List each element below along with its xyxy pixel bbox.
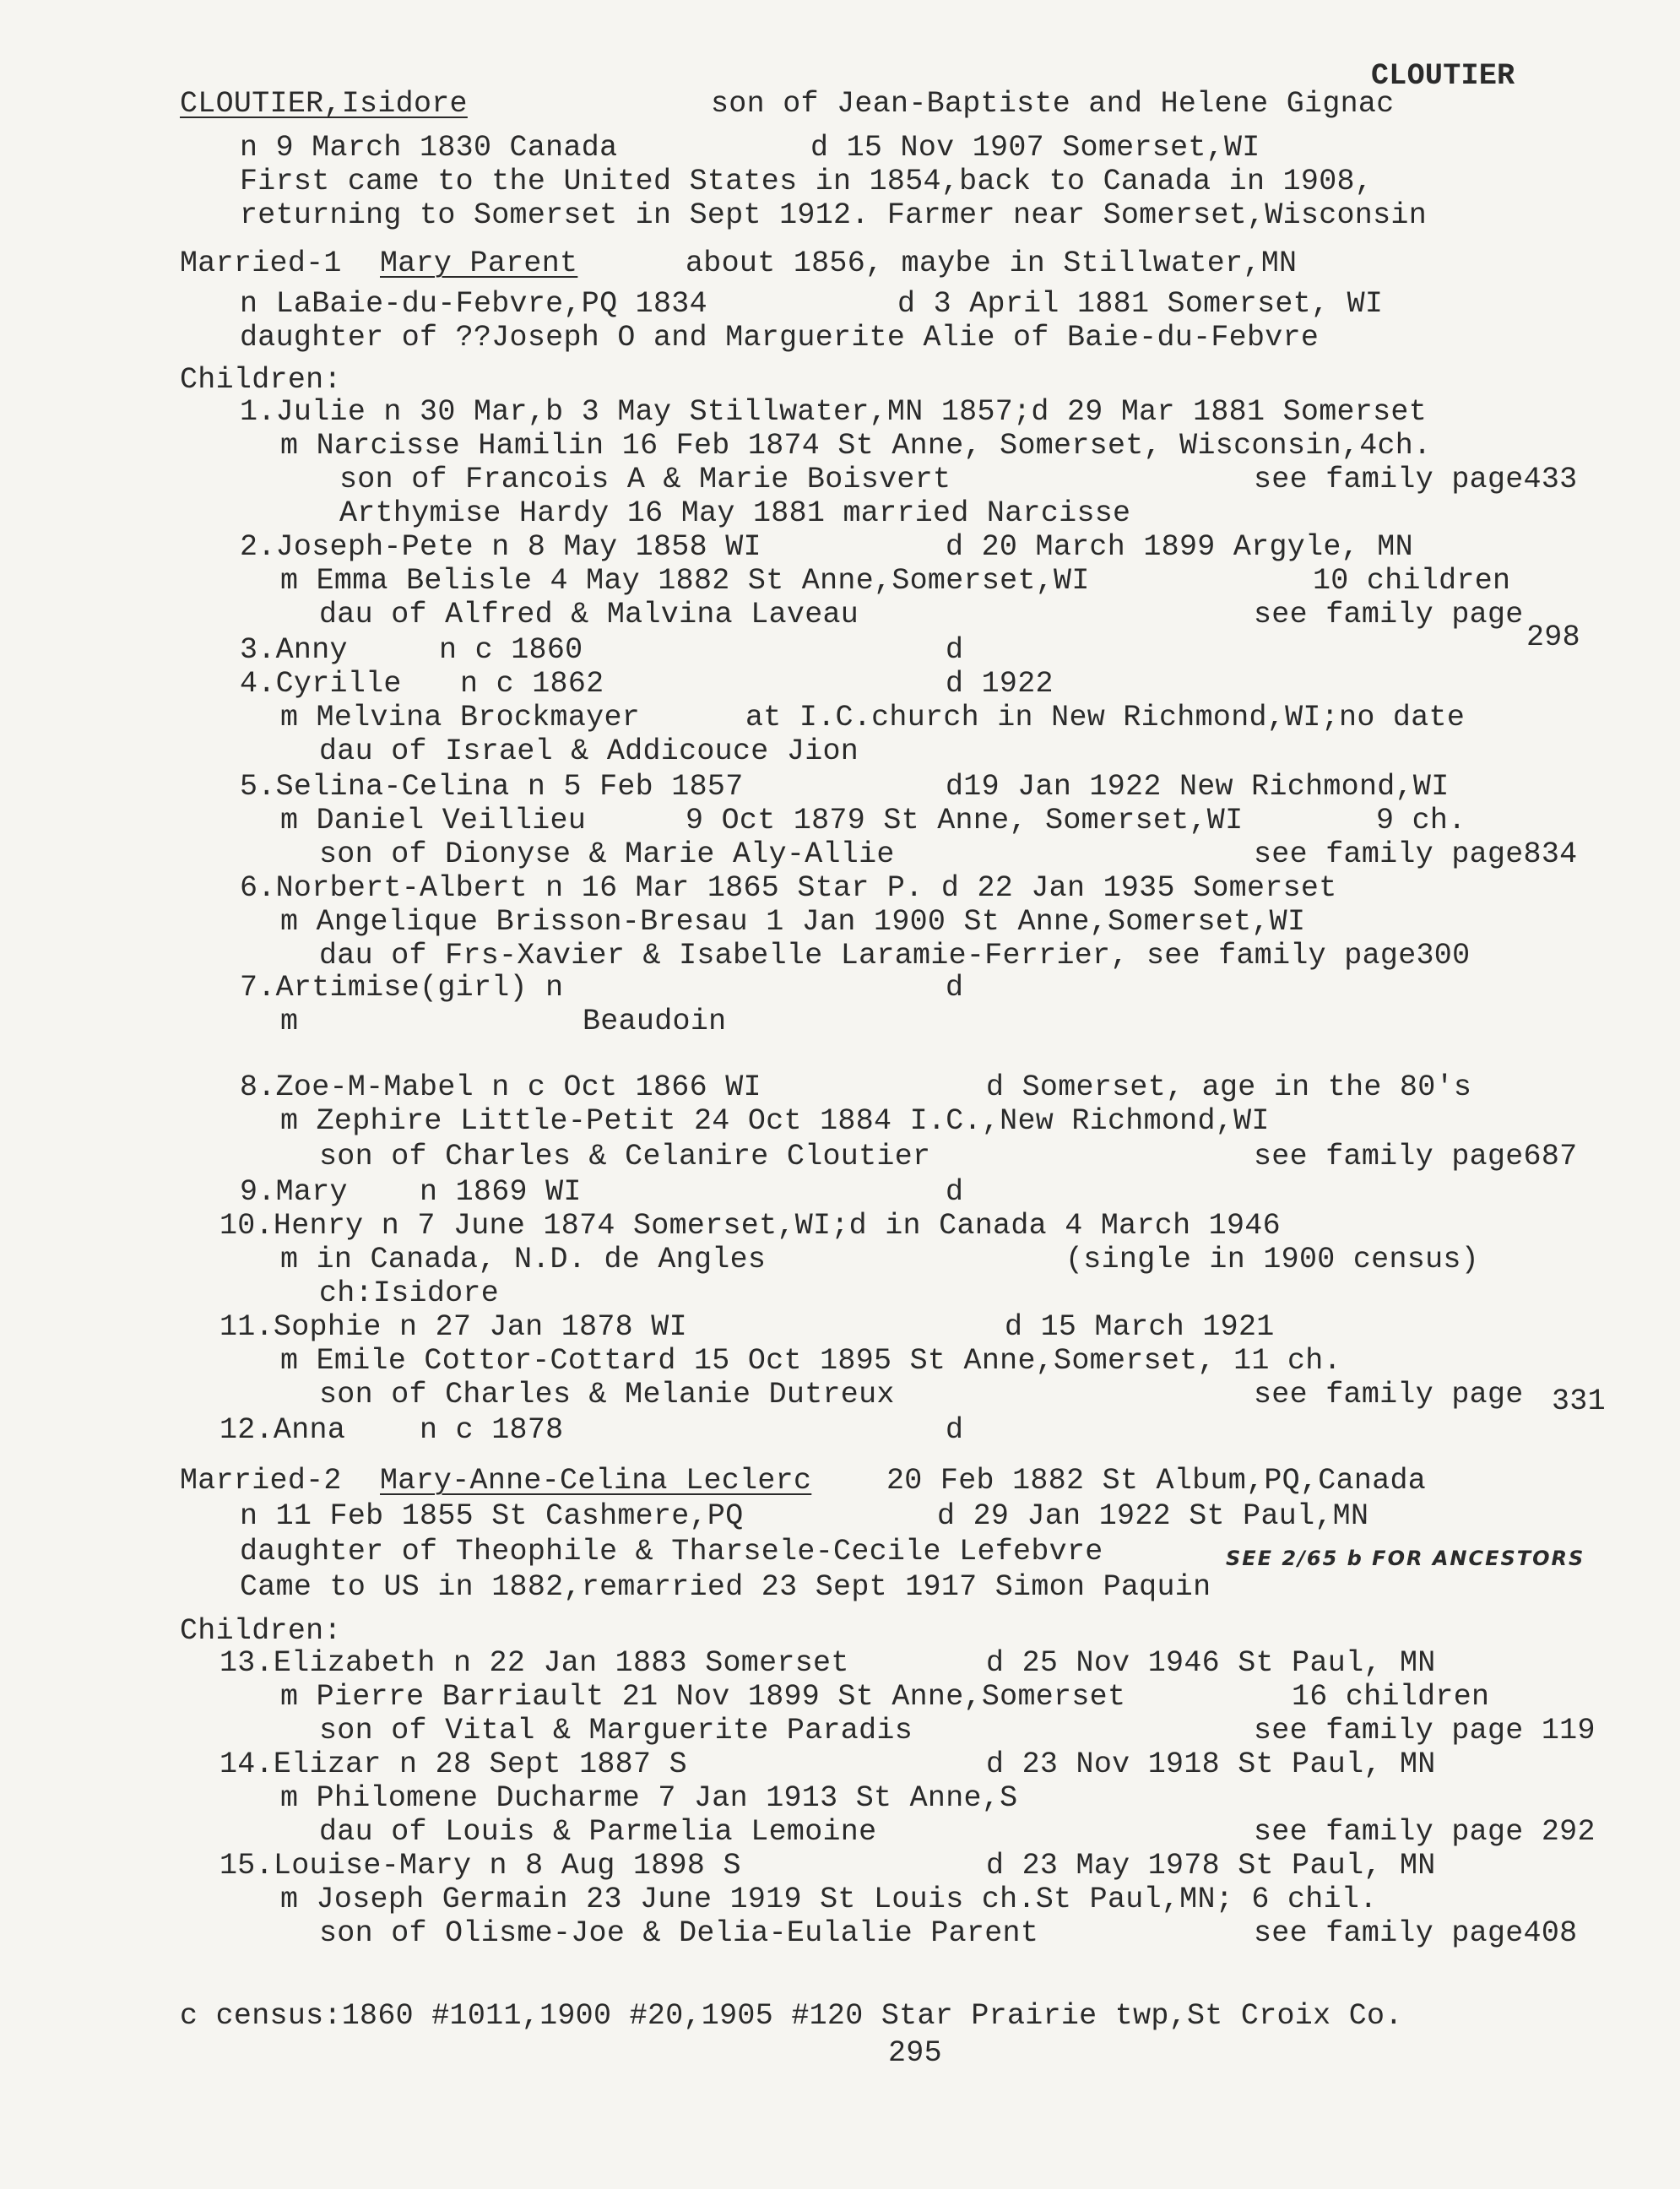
child-entry: Beaudoin (583, 1005, 727, 1038)
child-entry: ch:Isidore (319, 1276, 500, 1310)
child-entry: m Melvina Brockmayer (280, 701, 641, 734)
child-entry: d 25 Nov 1946 St Paul, MN (986, 1646, 1436, 1680)
child-entry: 9 Oct 1879 St Anne, Somerset,WI (686, 804, 1244, 837)
child-entry: 9.Mary (240, 1175, 348, 1209)
child-entry: m Emile Cottor-Cottard 15 Oct 1895 St Anne,Somerset, 11 ch. (280, 1344, 1341, 1378)
family-page-ref: see family page408 (1254, 1916, 1578, 1950)
child-entry: (single in 1900 census) (1065, 1243, 1479, 1276)
spouse-death: d 3 April 1881 Somerset, WI (897, 287, 1384, 321)
marriage-label: Married-2 (180, 1464, 342, 1498)
family-page-ref: see family page 119 (1254, 1714, 1596, 1747)
spouse-birth: n LaBaie-du-Febvre,PQ 1834 (240, 287, 707, 321)
family-page-ref: see family page433 (1254, 463, 1578, 496)
subject-note: First came to the United States in 1854,back to Canada in 1908, (240, 165, 1374, 198)
spouse-parents: daughter of ??Joseph O and Marguerite Alie of Baie-du-Febvre (240, 321, 1320, 355)
children-label: Children: (180, 1614, 342, 1648)
child-entry: m Daniel Veillieu (280, 804, 587, 837)
child-entry: 8.Zoe-M-Mabel n c Oct 1866 WI (240, 1070, 761, 1104)
subject-death: d 15 Nov 1907 Somerset,WI (810, 131, 1260, 165)
child-entry: 12.Anna (219, 1413, 346, 1447)
handwritten-note: SEE 2/65 b FOR ANCESTORS (1226, 1547, 1585, 1570)
subject-parents: son of Jean-Baptiste and Helene Gignac (711, 87, 1395, 121)
child-entry: d 23 Nov 1918 St Paul, MN (986, 1747, 1436, 1781)
child-entry: 3.Anny (240, 633, 348, 667)
child-entry: m Emma Belisle 4 May 1882 St Anne,Somerset,WI (280, 564, 1090, 598)
child-entry: 10 children (1313, 564, 1511, 598)
child-entry: d 15 March 1921 (1005, 1310, 1275, 1344)
child-entry: m (280, 1005, 299, 1038)
child-entry: son of Vital & Marguerite Paradis (319, 1714, 913, 1747)
subject-birth: n 9 March 1830 Canada (240, 131, 618, 165)
child-entry: m Zephire Little-Petit 24 Oct 1884 I.C.,New Richmond,WI (280, 1104, 1270, 1138)
child-entry: son of Dionyse & Marie Aly-Allie (319, 837, 895, 871)
census-footer: c census:1860 #1011,1900 #20,1905 #120 Star Prairie twp,St Croix Co. (180, 1999, 1403, 2033)
child-entry: son of Olisme-Joe & Delia-Eulalie Parent (319, 1916, 1039, 1950)
family-page-ref: 331 (1552, 1384, 1606, 1418)
child-entry: d (946, 633, 964, 667)
child-entry: Arthymise Hardy 16 May 1881 married Narcisse (339, 496, 1131, 530)
marriage-label: Married-1 (180, 247, 342, 280)
child-entry: n 1869 WI (420, 1175, 582, 1209)
child-entry: n c 1878 (420, 1413, 564, 1447)
marriage-detail: about 1856, maybe in Stillwater,MN (686, 247, 1298, 280)
child-entry: m Philomene Ducharme 7 Jan 1913 St Anne,S (280, 1781, 1018, 1815)
surname-header: CLOUTIER (1371, 59, 1515, 93)
child-entry: m Narcisse Hamilin 16 Feb 1874 St Anne, Somerset, Wisconsin,4ch. (280, 429, 1432, 463)
spouse-note: Came to US in 1882,remarried 23 Sept 1917 Simon Paquin (240, 1570, 1211, 1604)
spouse-name: Mary Parent (380, 247, 578, 280)
child-entry: 7.Artimise(girl) n (240, 971, 564, 1005)
child-entry: n c 1862 (460, 667, 604, 701)
child-entry: m Joseph Germain 23 June 1919 St Louis ch.St Paul,MN; 6 chil. (280, 1883, 1378, 1916)
family-page-ref: see family page (1254, 598, 1524, 631)
child-entry: son of Francois A & Marie Boisvert (339, 463, 951, 496)
spouse-death: d 29 Jan 1922 St Paul,MN (937, 1499, 1369, 1533)
child-entry: dau of Frs-Xavier & Isabelle Laramie-Ferrier, see family page300 (319, 939, 1471, 973)
child-entry: at I.C.church in New Richmond,WI;no date (745, 701, 1466, 734)
child-entry: d (946, 1413, 964, 1447)
child-entry: d (946, 971, 964, 1005)
child-entry: m Angelique Brisson-Bresau 1 Jan 1900 St Anne,Somerset,WI (280, 905, 1306, 939)
child-entry: dau of Alfred & Malvina Laveau (319, 598, 859, 631)
child-entry: 4.Cyrille (240, 667, 402, 701)
subject-note: returning to Somerset in Sept 1912. Farmer near Somerset,Wisconsin (240, 198, 1428, 232)
child-entry: n c 1860 (439, 633, 583, 667)
child-entry: 6.Norbert-Albert n 16 Mar 1865 Star P. d 22 Jan 1935 Somerset (240, 871, 1337, 905)
child-entry: son of Charles & Celanire Cloutier (319, 1140, 931, 1173)
child-entry: dau of Israel & Addicouce Jion (319, 734, 859, 768)
spouse-birth: n 11 Feb 1855 St Cashmere,PQ (240, 1499, 744, 1533)
child-entry: 15.Louise-Mary n 8 Aug 1898 S (219, 1849, 741, 1883)
child-entry: m Pierre Barriault 21 Nov 1899 St Anne,Somerset (280, 1680, 1126, 1714)
children-label: Children: (180, 363, 342, 397)
child-entry: 13.Elizabeth n 22 Jan 1883 Somerset (219, 1646, 849, 1680)
child-entry: 11.Sophie n 27 Jan 1878 WI (219, 1310, 687, 1344)
child-entry: d 20 March 1899 Argyle, MN (946, 530, 1413, 564)
spouse-parents: daughter of Theophile & Tharsele-Cecile Lefebvre (240, 1535, 1103, 1569)
child-entry: d 1922 (946, 667, 1054, 701)
child-entry: d (946, 1175, 964, 1209)
child-entry: m in Canada, N.D. de Angles (280, 1243, 767, 1276)
child-entry: 2.Joseph-Pete n 8 May 1858 WI (240, 530, 761, 564)
family-page-ref: see family page687 (1254, 1140, 1578, 1173)
family-page-ref: see family page (1254, 1378, 1524, 1411)
child-entry: 10.Henry n 7 June 1874 Somerset,WI;d in Canada 4 March 1946 (219, 1209, 1281, 1243)
child-entry: dau of Louis & Parmelia Lemoine (319, 1815, 877, 1849)
family-page-ref: see family page 292 (1254, 1815, 1596, 1849)
child-entry: 9 ch. (1376, 804, 1466, 837)
child-entry: son of Charles & Melanie Dutreux (319, 1378, 895, 1411)
child-entry: d 23 May 1978 St Paul, MN (986, 1849, 1436, 1883)
family-page-ref: 298 (1526, 620, 1580, 654)
spouse-name: Mary-Anne-Celina Leclerc (380, 1464, 812, 1498)
subject-name: CLOUTIER,Isidore (180, 87, 468, 121)
family-page-ref: see family page834 (1254, 837, 1578, 871)
child-entry: 1.Julie n 30 Mar,b 3 May Stillwater,MN 1857;d 29 Mar 1881 Somerset (240, 395, 1428, 429)
marriage-detail: 20 Feb 1882 St Album,PQ,Canada (886, 1464, 1427, 1498)
child-entry: 5.Selina-Celina n 5 Feb 1857 (240, 770, 744, 804)
child-entry: 14.Elizar n 28 Sept 1887 S (219, 1747, 687, 1781)
page-number: 295 (888, 2036, 942, 2070)
child-entry: d Somerset, age in the 80's (986, 1070, 1472, 1104)
child-entry: d19 Jan 1922 New Richmond,WI (946, 770, 1450, 804)
child-entry: 16 children (1292, 1680, 1490, 1714)
